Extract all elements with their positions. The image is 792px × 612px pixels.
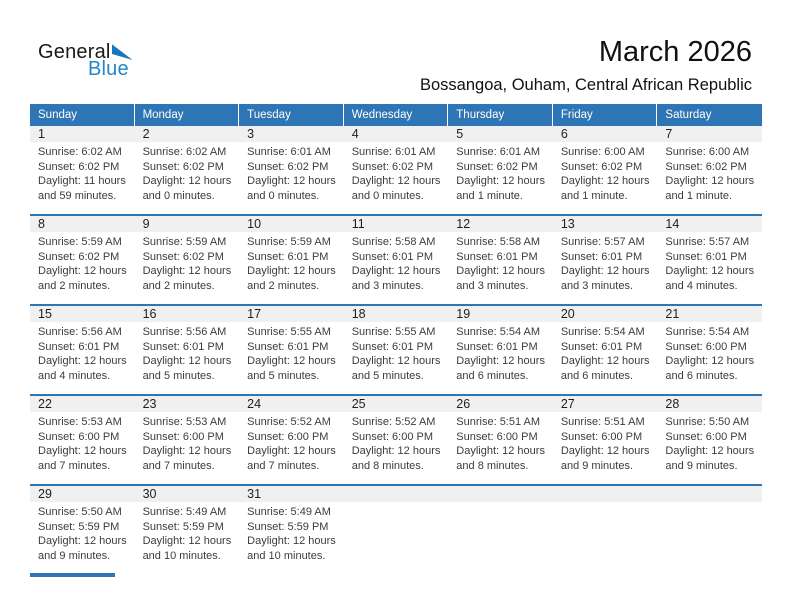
day-cell [30,142,135,214]
day-cell [135,412,240,484]
day-number: 27 [560,397,575,411]
daylight-line2-text: and 5 minutes. [247,369,320,382]
day-number: 30 [142,487,157,501]
day-content-row [30,502,762,574]
sunset-text: Sunset: 6:00 PM [560,430,643,443]
sunrise-text: Sunrise: 5:58 AM [351,236,436,248]
weekday-header-friday: Friday [553,104,658,126]
daylight-line2-text: and 59 minutes. [38,189,117,202]
day-number: 17 [247,307,262,321]
empty-day-number [553,486,658,502]
daylight-line1-text: Daylight: 12 hours [351,355,441,368]
weekday-header-sunday: Sunday [30,104,135,126]
sunrise-text: Sunrise: 5:57 AM [560,236,645,248]
daylight-line1-text: Daylight: 12 hours [351,265,441,278]
daylight-line1-text: Daylight: 12 hours [665,355,755,368]
sunrise-text: Sunrise: 5:53 AM [38,416,122,428]
sunset-text: Sunset: 6:01 PM [247,340,329,353]
sunrise-text: Sunrise: 6:00 AM [560,146,645,158]
sunrise-text: Sunrise: 5:51 AM [560,416,645,428]
daylight-line2-text: and 1 minute. [665,189,733,202]
sunset-text: Sunset: 5:59 PM [247,520,329,533]
day-number: 14 [665,217,680,231]
sunset-text: Sunset: 6:00 PM [38,430,120,443]
empty-day-number [448,486,553,502]
day-number-strip [30,486,762,502]
day-number-strip [30,306,762,322]
daylight-line1-text: Daylight: 12 hours [38,445,127,458]
sunrise-text: Sunrise: 5:54 AM [665,326,750,338]
sunrise-text: Sunrise: 5:59 AM [142,236,227,248]
day-number: 1 [38,127,45,141]
empty-day-number [344,486,449,502]
daylight-line1-text: Daylight: 12 hours [456,355,545,368]
week-row [30,304,762,394]
logo-text-blue: Blue [88,58,129,80]
daylight-line2-text: and 3 minutes. [560,279,633,292]
day-cell [657,232,762,304]
sunset-text: Sunset: 6:02 PM [247,160,329,173]
day-cell [553,322,658,394]
daylight-line2-text: and 2 minutes. [247,279,320,292]
daylight-line1-text: Daylight: 12 hours [247,265,336,278]
daylight-line1-text: Daylight: 12 hours [560,265,650,278]
empty-day-number [657,486,762,502]
daylight-line1-text: Daylight: 12 hours [665,175,755,188]
daylight-line1-text: Daylight: 12 hours [560,175,650,188]
day-number: 7 [665,127,673,141]
sunrise-text: Sunrise: 5:54 AM [560,326,645,338]
day-number-strip [30,396,762,412]
weekday-header-thursday: Thursday [448,104,553,126]
sunrise-text: Sunrise: 5:49 AM [247,506,331,518]
daylight-line2-text: and 9 minutes. [38,549,111,562]
sunrise-text: Sunrise: 5:50 AM [38,506,122,518]
day-number: 10 [247,217,262,231]
sunrise-text: Sunrise: 5:49 AM [142,506,227,518]
daylight-line1-text: Daylight: 12 hours [142,265,232,278]
sunrise-text: Sunrise: 5:52 AM [351,416,436,428]
daylight-line1-text: Daylight: 12 hours [38,265,127,278]
day-cell [657,322,762,394]
daylight-line2-text: and 5 minutes. [142,369,215,382]
day-number: 6 [560,127,568,141]
sunset-text: Sunset: 6:00 PM [351,430,434,443]
daylight-line1-text: Daylight: 12 hours [456,175,545,188]
sunrise-text: Sunrise: 6:01 AM [351,146,436,158]
sunset-text: Sunset: 6:02 PM [142,160,224,173]
empty-day-cell [448,502,553,574]
daylight-line2-text: and 0 minutes. [247,189,320,202]
daylight-line2-text: and 8 minutes. [351,459,424,472]
day-number: 9 [142,217,150,231]
day-cell [553,232,658,304]
daylight-line1-text: Daylight: 12 hours [351,445,441,458]
sunrise-text: Sunrise: 5:51 AM [456,416,541,428]
day-number: 29 [38,487,52,501]
day-cell [239,322,344,394]
daylight-line1-text: Daylight: 12 hours [38,355,127,368]
daylight-line1-text: Daylight: 11 hours [38,175,126,188]
day-number: 20 [560,307,575,321]
day-cell [30,502,135,574]
sunrise-text: Sunrise: 6:01 AM [247,146,331,158]
daylight-line2-text: and 4 minutes. [38,369,111,382]
week-row [30,484,762,574]
sunset-text: Sunset: 6:01 PM [665,250,747,263]
week-row [30,214,762,304]
day-cell [135,502,240,574]
sunset-text: Sunset: 6:02 PM [38,250,120,263]
sunset-text: Sunset: 5:59 PM [38,520,120,533]
sunset-text: Sunset: 6:00 PM [142,430,224,443]
weekday-header-tuesday: Tuesday [239,104,344,126]
sunset-text: Sunset: 6:01 PM [247,250,329,263]
day-cell [135,142,240,214]
day-number: 8 [38,217,45,231]
week-row [30,394,762,484]
sunrise-text: Sunrise: 6:00 AM [665,146,750,158]
weekday-header-saturday: Saturday [665,109,712,121]
daylight-line2-text: and 8 minutes. [456,459,529,472]
sunrise-text: Sunrise: 5:55 AM [247,326,331,338]
day-number: 28 [665,397,680,411]
sunrise-text: Sunrise: 5:59 AM [247,236,331,248]
page-title: March 2026 [598,36,752,68]
sunset-text: Sunset: 6:01 PM [456,340,538,353]
day-number: 31 [247,487,262,501]
footer-accent-line [30,573,115,577]
daylight-line1-text: Daylight: 12 hours [38,535,127,548]
day-cell [344,412,449,484]
day-cell [448,142,553,214]
sunset-text: Sunset: 6:00 PM [247,430,329,443]
daylight-line1-text: Daylight: 12 hours [560,355,650,368]
day-number: 23 [142,397,157,411]
day-number: 3 [247,127,255,141]
sunset-text: Sunset: 6:01 PM [142,340,224,353]
sunset-text: Sunset: 6:01 PM [560,340,643,353]
page-subtitle: Bossangoa, Ouham, Central African Republic [419,76,752,94]
day-number: 12 [456,217,471,231]
day-cell [448,232,553,304]
daylight-line1-text: Daylight: 12 hours [142,445,232,458]
day-number-strip [30,216,762,232]
day-number: 4 [351,127,359,141]
day-number: 16 [142,307,157,321]
day-number: 2 [142,127,150,141]
sunrise-text: Sunrise: 5:54 AM [456,326,541,338]
daylight-line2-text: and 0 minutes. [351,189,424,202]
sunset-text: Sunset: 6:00 PM [665,430,747,443]
day-content-row [30,142,762,214]
daylight-line2-text: and 6 minutes. [560,369,633,382]
daylight-line1-text: Daylight: 12 hours [456,265,545,278]
sunset-text: Sunset: 6:01 PM [351,340,434,353]
daylight-line2-text: and 9 minutes. [560,459,633,472]
day-cell [30,412,135,484]
daylight-line2-text: and 3 minutes. [351,279,424,292]
sunrise-text: Sunrise: 6:01 AM [456,146,541,158]
daylight-line1-text: Daylight: 12 hours [665,265,755,278]
day-number: 25 [351,397,366,411]
daylight-line1-text: Daylight: 12 hours [456,445,545,458]
week-row [30,126,762,214]
day-cell [344,322,449,394]
sunset-text: Sunset: 6:01 PM [560,250,643,263]
day-number-strip [30,126,762,142]
sunset-text: Sunset: 6:00 PM [456,430,538,443]
daylight-line2-text: and 0 minutes. [142,189,215,202]
daylight-line1-text: Daylight: 12 hours [247,355,336,368]
sunset-text: Sunset: 6:02 PM [560,160,643,173]
day-cell [553,142,658,214]
day-cell [30,322,135,394]
day-cell [135,232,240,304]
day-content-row [30,232,762,304]
daylight-line1-text: Daylight: 12 hours [665,445,755,458]
daylight-line2-text: and 1 minute. [456,189,523,202]
sunrise-text: Sunrise: 5:50 AM [665,416,750,428]
day-cell [239,142,344,214]
sunrise-text: Sunrise: 5:56 AM [38,326,122,338]
daylight-line2-text: and 10 minutes. [142,549,221,562]
calendar-body [30,126,762,574]
daylight-line2-text: and 3 minutes. [456,279,529,292]
day-content-row [30,322,762,394]
empty-day-cell [553,502,658,574]
sunset-text: Sunset: 6:02 PM [665,160,747,173]
calendar-table [30,104,762,574]
sunset-text: Sunset: 6:00 PM [665,340,747,353]
day-number: 21 [665,307,680,321]
sunrise-text: Sunrise: 5:59 AM [38,236,122,248]
sunset-text: Sunset: 6:01 PM [456,250,538,263]
empty-day-cell [344,502,449,574]
daylight-line1-text: Daylight: 12 hours [142,175,232,188]
daylight-line2-text: and 5 minutes. [351,369,424,382]
day-cell [448,412,553,484]
daylight-line2-text: and 1 minute. [560,189,628,202]
sunset-text: Sunset: 6:01 PM [38,340,120,353]
sunrise-text: Sunrise: 5:57 AM [665,236,750,248]
sunset-text: Sunset: 6:01 PM [351,250,434,263]
daylight-line1-text: Daylight: 12 hours [142,535,232,548]
sunset-text: Sunset: 6:02 PM [38,160,120,173]
day-number: 19 [456,307,471,321]
day-cell [657,142,762,214]
daylight-line2-text: and 7 minutes. [38,459,111,472]
daylight-line1-text: Daylight: 12 hours [247,175,336,188]
day-cell [239,502,344,574]
sunrise-text: Sunrise: 5:52 AM [247,416,331,428]
daylight-line1-text: Daylight: 12 hours [560,445,650,458]
day-cell [553,412,658,484]
daylight-line2-text: and 9 minutes. [665,459,738,472]
sunset-text: Sunset: 6:02 PM [456,160,538,173]
day-cell [239,412,344,484]
sunrise-text: Sunrise: 5:55 AM [351,326,436,338]
sunrise-text: Sunrise: 5:53 AM [142,416,227,428]
sunset-text: Sunset: 6:02 PM [351,160,434,173]
daylight-line1-text: Daylight: 12 hours [247,535,336,548]
day-cell [135,322,240,394]
day-number: 5 [456,127,464,141]
day-cell [448,322,553,394]
daylight-line1-text: Daylight: 12 hours [247,445,336,458]
daylight-line2-text: and 6 minutes. [665,369,738,382]
sunrise-text: Sunrise: 6:02 AM [142,146,227,158]
sunrise-text: Sunrise: 5:58 AM [456,236,541,248]
day-number: 18 [351,307,366,321]
sunset-text: Sunset: 5:59 PM [142,520,224,533]
sunset-text: Sunset: 6:02 PM [142,250,224,263]
daylight-line2-text: and 6 minutes. [456,369,529,382]
daylight-line2-text: and 2 minutes. [142,279,215,292]
daylight-line2-text: and 10 minutes. [247,549,326,562]
day-cell [30,232,135,304]
day-content-row [30,412,762,484]
daylight-line2-text: and 7 minutes. [142,459,215,472]
sunrise-text: Sunrise: 6:02 AM [38,146,122,158]
day-number: 15 [38,307,52,321]
day-cell [344,142,449,214]
weekday-header-wednesday: Wednesday [344,104,449,126]
day-number: 11 [351,217,365,231]
weekday-header-row [30,104,762,126]
weekday-header-monday: Monday [135,104,240,126]
sunrise-text: Sunrise: 5:56 AM [142,326,227,338]
day-number: 26 [456,397,471,411]
daylight-line1-text: Daylight: 12 hours [351,175,441,188]
day-number: 22 [38,397,52,411]
day-cell [344,232,449,304]
day-cell [239,232,344,304]
day-number: 13 [560,217,575,231]
general-blue-logo [38,42,133,79]
daylight-line1-text: Daylight: 12 hours [142,355,232,368]
daylight-line2-text: and 2 minutes. [38,279,111,292]
day-number: 24 [247,397,262,411]
daylight-line2-text: and 7 minutes. [247,459,320,472]
day-cell [657,412,762,484]
empty-day-cell [657,502,762,574]
daylight-line2-text: and 4 minutes. [665,279,738,292]
logo-text-general: General [38,41,111,63]
